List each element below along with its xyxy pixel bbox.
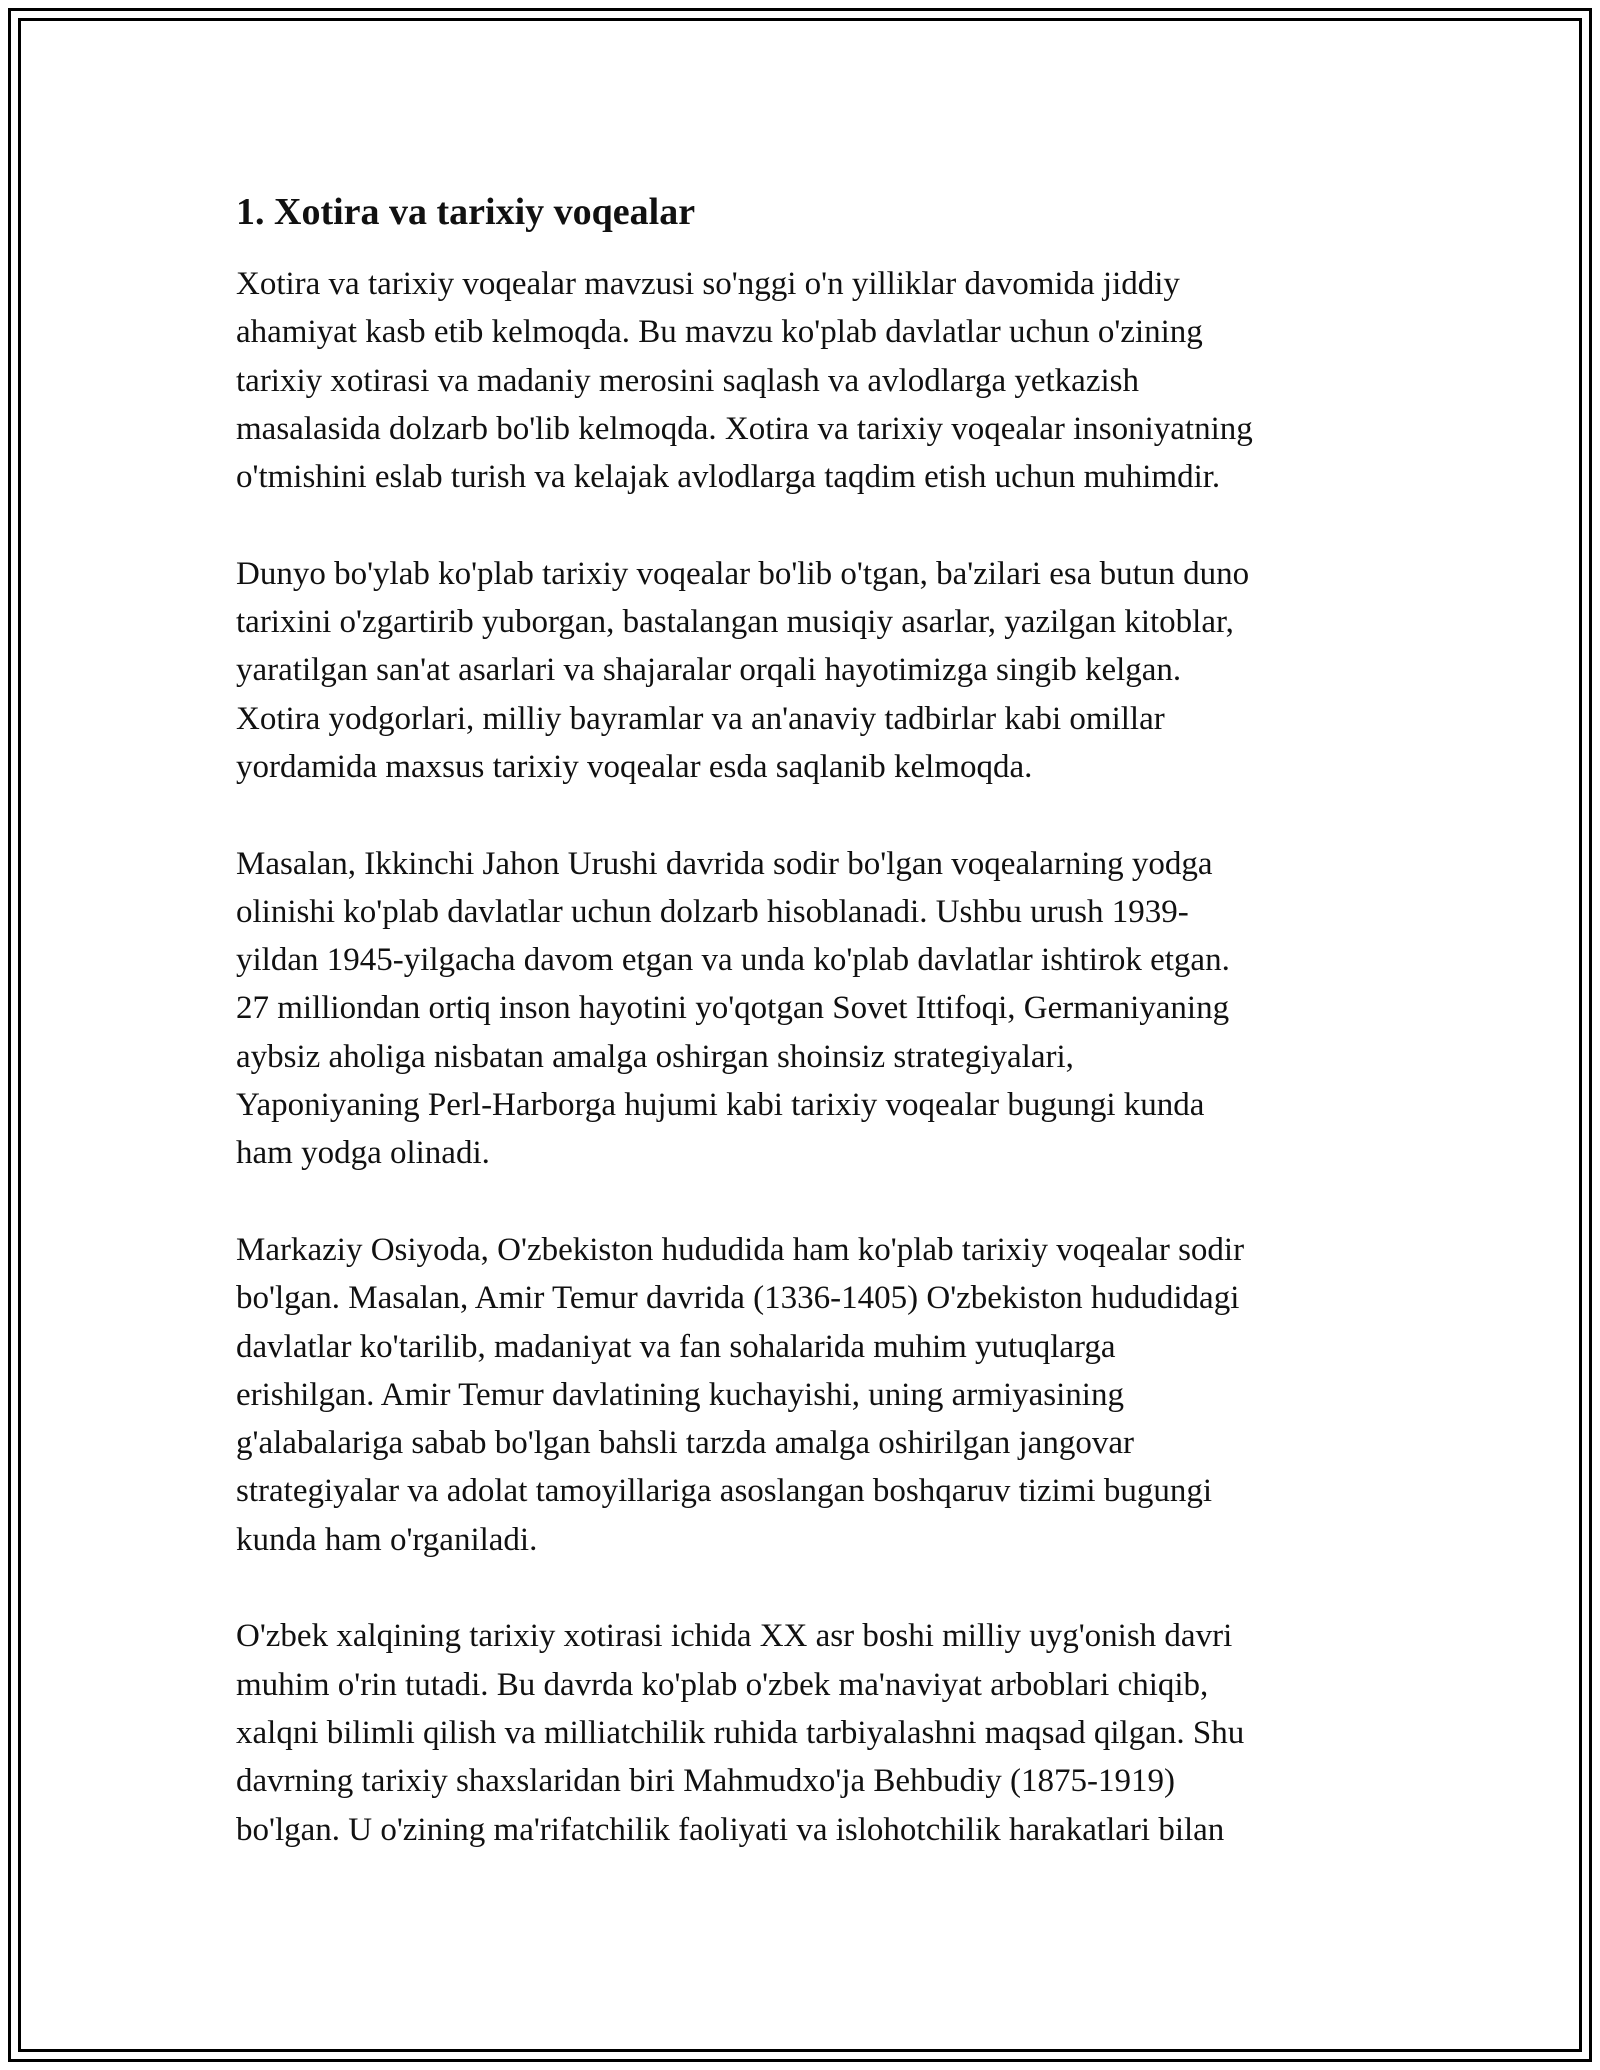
text-line: kunda ham o'rganiladi.	[236, 1521, 538, 1558]
text-line: bo'lgan. U o'zining ma'rifatchilik faoliyati va islohotchilik harakatlari bilan	[236, 1811, 1225, 1848]
section-heading: 1. Xotira va tarixiy voqealar	[236, 191, 696, 233]
text-line: Xotira yodgorlari, milliy bayramlar va an'anaviy tadbirlar kabi omillar	[236, 700, 1165, 737]
text-line: Masalan, Ikkinchi Jahon Urushi davrida sodir bo'lgan voqealarning yodga	[236, 845, 1213, 882]
text-line: olinishi ko'plab davlatlar uchun dolzarb hisoblanadi. Ushbu urush 1939-	[236, 893, 1189, 930]
text-line: tarixini o'zgartirib yuborgan, bastalangan musiqiy asarlar, yazilgan kitoblar,	[236, 604, 1234, 641]
text-line: Dunyo bo'ylab ko'plab tarixiy voqealar bo'lib o'tgan, ba'zilari esa butun duno	[236, 555, 1250, 592]
paragraph-1	[236, 260, 1376, 501]
text-line: bo'lgan. Masalan, Amir Temur davrida (1336-1405) O'zbekiston hududidagi	[236, 1280, 1240, 1317]
paragraph-2	[236, 550, 1376, 791]
document-body	[236, 186, 1376, 1902]
text-line: muhim o'rin tutadi. Bu davrda ko'plab o'zbek ma'naviyat arboblari chiqib,	[236, 1666, 1209, 1703]
text-line: yordamida maxsus tarixiy voqealar esda saqlanib kelmoqda.	[236, 748, 1033, 785]
text-line: yaratilgan san'at asarlari va shajaralar orqali hayotimizga singib kelgan.	[236, 652, 1182, 689]
text-line: tarixiy xotirasi va madaniy merosini saqlash va avlodlarga yetkazish	[236, 362, 1139, 399]
text-line: ahamiyat kasb etib kelmoqda. Bu mavzu ko'plab davlatlar uchun o'zining	[236, 314, 1203, 351]
text-line: Xotira va tarixiy voqealar mavzusi so'nggi o'n yilliklar davomida jiddiy	[236, 266, 1180, 302]
text-line: erishilgan. Amir Temur davlatining kuchayishi, uning armiyasining	[236, 1376, 1124, 1413]
text-line: davlatlar ko'tarilib, madaniyat va fan sohalarida muhim yutuqlarga	[236, 1328, 1116, 1365]
text-line: xalqni bilimli qilish va milliatchilik ruhida tarbiyalashni maqsad qilgan. Shu	[236, 1714, 1245, 1751]
text-line: yildan 1945-yilgacha davom etgan va unda ko'plab davlatlar ishtirok etgan.	[236, 942, 1230, 979]
paragraph-4	[236, 1226, 1376, 1564]
text-line: 27 milliondan ortiq inson hayotini yo'qotgan Sovet Ittifoqi, Germaniyaning	[236, 990, 1230, 1027]
text-line: O'zbek xalqining tarixiy xotirasi ichida XX asr boshi milliy uyg'onish davri	[236, 1618, 1233, 1655]
paragraph-3	[236, 840, 1376, 1178]
text-line: ham yodga olinadi.	[236, 1135, 490, 1172]
text-line: Yaponiyaning Perl-Harborga hujumi kabi tarixiy voqealar bugungi kunda	[236, 1087, 1205, 1124]
paragraph-5	[236, 1612, 1376, 1853]
text-line: strategiyalar va adolat tamoyillariga asoslangan boshqaruv tizimi bugungi	[236, 1473, 1212, 1510]
text-line: davrning tarixiy shaxslaridan biri Mahmudxo'ja Behbudiy (1875-1919)	[236, 1763, 1175, 1800]
text-line: masalasida dolzarb bo'lib kelmoqda. Xotira va tarixiy voqealar insoniyatning	[236, 410, 1253, 447]
text-line: aybsiz aholiga nisbatan amalga oshirgan shoinsiz strategiyalari,	[236, 1038, 1074, 1075]
text-line: o'tmishini eslab turish va kelajak avlodlarga taqdim etish uchun muhimdir.	[236, 459, 1221, 496]
text-line: g'alabalariga sabab bo'lgan bahsli tarzda amalga oshirilgan jangovar	[236, 1425, 1134, 1462]
text-line: Markaziy Osiyoda, O'zbekiston hududida ham ko'plab tarixiy voqealar sodir	[236, 1231, 1245, 1268]
